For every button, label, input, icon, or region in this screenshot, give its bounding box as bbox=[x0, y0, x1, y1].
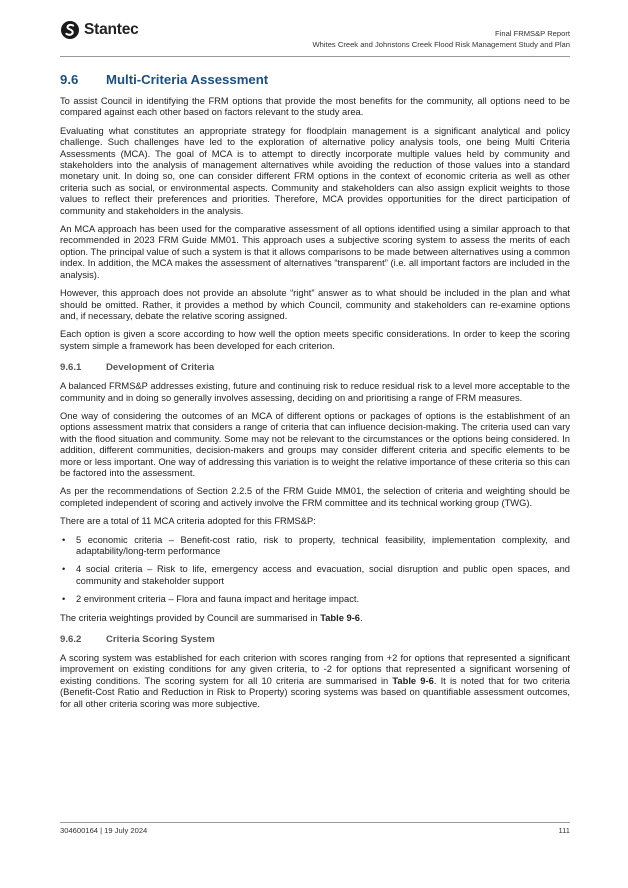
list-item-text: 4 social criteria – Risk to life, emergency access and evacuation, social disruption and public open spaces, and community and stakeholder support bbox=[76, 564, 570, 586]
text-run: A scoring system was established for each criterion with scores ranging from +2 for options that represented a significant improvement on existing conditions for any given criteria, to -2 for options that represented a significant worsening of existing conditions. The scoring system for all 10 criteria are summarised in bbox=[60, 653, 570, 686]
paragraph: An MCA approach has been used for the comparative assessment of all options identified using a similar approach to that recommended in 2023 FRM Guide MM01. This approach uses a subjective scoring system to assess the merits of each option. The principal value of such a system is that it allows comparisons to be made between alternatives using a common index. In addition, the MCA makes the assessment of alternatives “transparent” (i.e. all important factors are included in the analysis). bbox=[60, 224, 570, 280]
list-item bbox=[60, 564, 570, 587]
subsection-title: Criteria Scoring System bbox=[106, 634, 215, 646]
list-item bbox=[60, 535, 570, 558]
subsection-heading bbox=[60, 362, 570, 374]
section-number: 9.6 bbox=[60, 72, 79, 87]
paragraph: However, this approach does not provide an absolute “right” answer as to what should be included in the plan and what should be omitted. Rather, it provides a method by which Council, community and stakeholders can re-examine options and, if necessary, debate the relative scoring assigned. bbox=[60, 288, 570, 321]
footer-divider bbox=[60, 822, 570, 823]
subsection-heading bbox=[60, 634, 570, 646]
page-header bbox=[60, 20, 570, 54]
text-run: The criteria weightings provided by Council are summarised in bbox=[60, 612, 321, 623]
bullet-icon: • bbox=[62, 534, 66, 545]
table-reference-link[interactable]: Table 9-6 bbox=[320, 612, 360, 623]
header-titles bbox=[313, 28, 570, 50]
stantec-logo bbox=[60, 20, 139, 40]
paragraph: There are a total of 11 MCA criteria adopted for this FRMS&P: bbox=[60, 516, 316, 527]
paragraph bbox=[60, 613, 570, 624]
bullet-icon: • bbox=[62, 594, 66, 605]
bullet-icon: • bbox=[62, 564, 66, 575]
report-subtitle: Whites Creek and Johnstons Creek Flood Risk Management Study and Plan bbox=[312, 40, 570, 49]
criteria-list bbox=[60, 535, 570, 606]
document-info: 304600164 | 19 July 2024 bbox=[60, 826, 148, 835]
list-item-text: 2 environment criteria – Flora and fauna impact and heritage impact. bbox=[76, 594, 360, 605]
paragraph: Each option is given a score according to how well the option meets specific considerations. In order to keep the scoring system simple a framework has been developed for each criterion. bbox=[60, 329, 570, 351]
logo-text: Stantec bbox=[84, 21, 139, 38]
page-footer bbox=[60, 826, 570, 835]
header-divider bbox=[60, 56, 570, 57]
report-title: Final FRMS&P Report bbox=[495, 29, 570, 38]
page-content bbox=[60, 71, 570, 717]
page-number: 111 bbox=[558, 826, 570, 835]
section-title: Multi-Criteria Assessment bbox=[106, 72, 269, 87]
paragraph: As per the recommendations of Section 2.2.5 of the FRM Guide MM01, the selection of criteria and weighting should be completed independent of scoring and actively involve the FRM committee and its technical working group (TWG). bbox=[60, 486, 570, 508]
stantec-logo-icon bbox=[60, 20, 80, 40]
subsection-number: 9.6.1 bbox=[60, 362, 82, 374]
section-heading bbox=[60, 71, 570, 89]
subsection-title: Development of Criteria bbox=[106, 362, 215, 374]
paragraph: Evaluating what constitutes an appropriate strategy for floodplain management is a significant analytical and policy challenge. Such challenges have led to the exploration of alternative policy analysis tools, one being Multi Criteria Assessments (MCA). The goal of MCA is to attempt to directly incorporate multiple values held by community and stakeholders into the analysis of management alternatives while avoiding the reduction of those values into a standard monetary unit. In doing so, one can consider different FRM options in the context of economic criteria as well as other criteria such as social, or environmental aspects. Community and stakeholders can also assign explicit weights to those values to reflect their preferences and priorities. Therefore, MCA provides opportunities for the direct participation of community and stakeholders in the analysis. bbox=[60, 125, 570, 216]
subsection-number: 9.6.2 bbox=[60, 634, 82, 646]
paragraph bbox=[60, 653, 570, 710]
table-reference-link[interactable]: Table 9-6 bbox=[392, 675, 434, 686]
text-run: . bbox=[360, 612, 363, 623]
paragraph: One way of considering the outcomes of an MCA of different options or packages of options is the establishment of an options assessment matrix that considers a range of criteria that can influence decision-making. The criteria used can vary with the flood situation and community. Some may not be relevant to the circumstances or the options being considered. In addition, different communities, decision-makers and groups may consider different criteria and specific elements to be more or less important. One way of addressing this variation is to weight the relative importance of these criteria so this can be factored into the assessment. bbox=[60, 410, 570, 478]
paragraph: A balanced FRMS&P addresses existing, future and continuing risk to reduce residual risk to a level more acceptable to the community and in doing so generally involves assessing, deciding on and prioritising a range of FRM measures. bbox=[60, 381, 570, 403]
paragraph: To assist Council in identifying the FRM options that provide the most benefits for the community, all options need to be compared against each other based on factors relevant to the study area. bbox=[60, 96, 570, 118]
text-run: . It is noted that for two criteria (Benefit-Cost Ratio and Reduction in Risk to Property) scoring systems was based on quantifiable assessment outcomes, for all other criteria scoring was more subjective. bbox=[60, 675, 571, 709]
list-item-text: 5 economic criteria – Benefit-cost ratio, risk to property, technical feasibility, implementation complexity, and adaptability/long-term performance bbox=[76, 534, 570, 556]
list-item bbox=[60, 594, 570, 605]
